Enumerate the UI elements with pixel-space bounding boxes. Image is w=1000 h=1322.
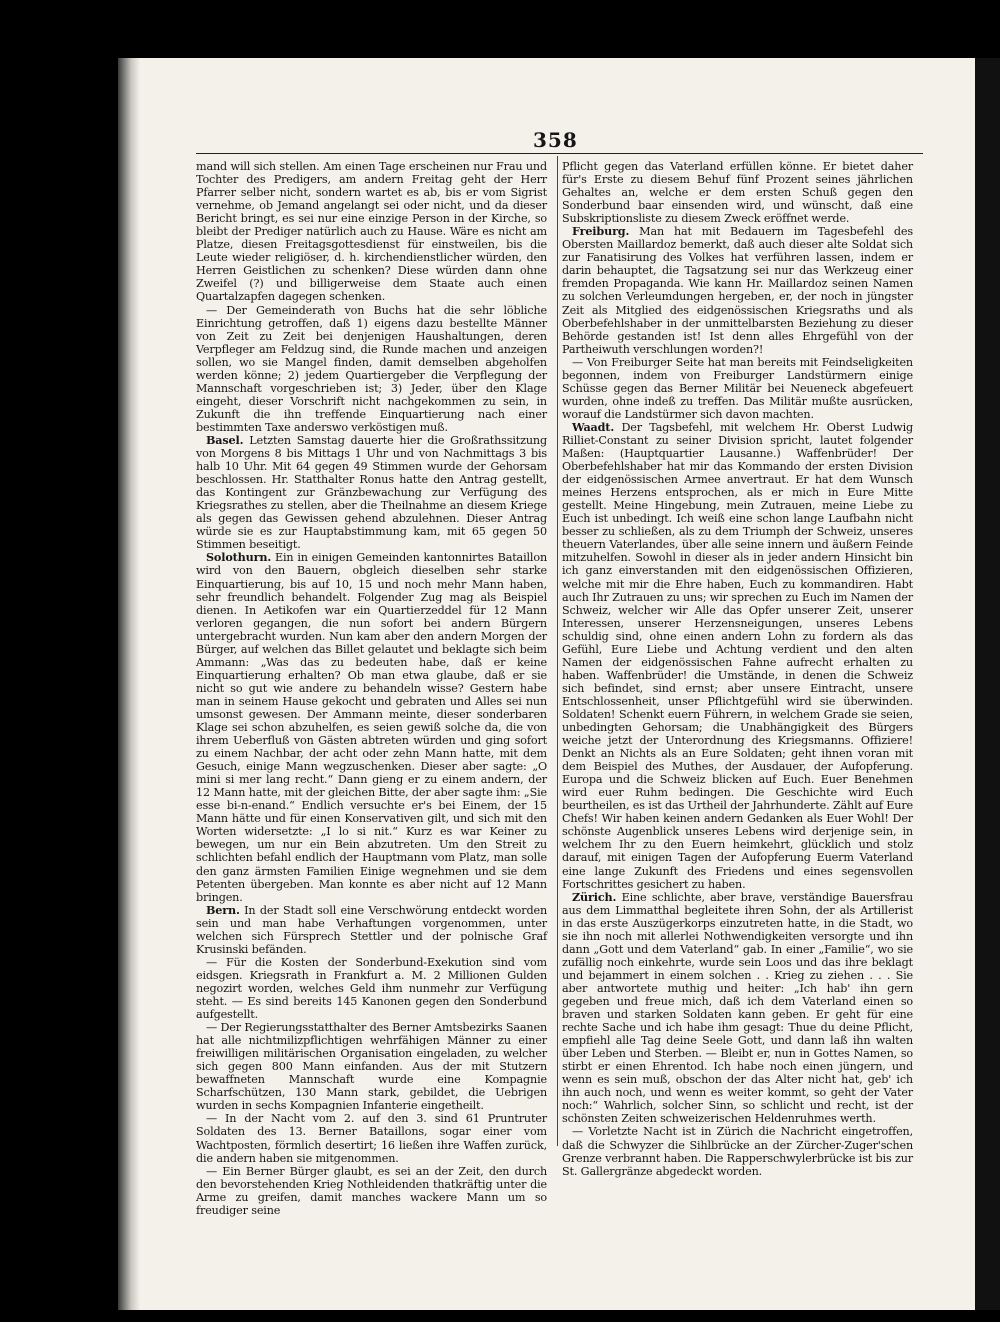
dateline: Waadt.: [572, 419, 615, 434]
dateline: Bern.: [206, 902, 240, 917]
right-column: [562, 160, 913, 1178]
article-paragraph: — Der Gemeinderath von Buchs hat die sehr löbliche Einrichtung getroffen, daß 1) eigens dazu bestellte Männer von Zeit zu Zeit bei denjenigen Haushaltungen, deren Verpfleger am Feldzug sind, die Runde machen und anzeigen sollen, wo sie Mangel finden, damit demselben abgeholfen werden könne; 2) jedem Quartiergeber die Verpflegung der Mannschaft vorgeschrieben ist; 3) Jeder, über den Klage eingeht, dieser Vorschrift nicht nachgekommen zu sein, in Zukunft die ihn treffende Einquartierung nach einer bestimmten Taxe anderswo verköstigen muß.: [196, 303, 547, 434]
article-paragraph: Pflicht gegen das Vaterland erfüllen könne. Er bietet daher für's Erste zu diesem Behuf fünf Prozent seines jährlichen Gehaltes an, welche er dem ersten Schuß gegen den Sonderbund baar einsenden wird, und wünscht, daß eine Subskriptionsliste zu diesem Zweck eröffnet werde.: [562, 160, 913, 226]
header-rule: [196, 153, 923, 154]
column-divider: [557, 156, 558, 1146]
page-gutter-shadow: [118, 58, 140, 1310]
article-paragraph: Freiburg. Man hat mit Bedauern im Tagesbefehl des Obersten Maillardoz bemerkt, daß auch dieser alte Soldat sich zur Fanatisirung des Volkes hat verführen lassen, indem er darin behauptet, die Tagsatzung sei nur das Werkzeug einer fremden Propaganda. Wie kann Hr. Maillardoz seinen Namen zu solchen Verleumdungen hergeben, er, der noch in jüngster Zeit als Mitglied des eidgenössischen Kriegsraths und als Oberbefehlshaber in der unmittelbarsten Beziehung zu dieser Behörde gestanden ist! Ist denn alles Ehrgefühl von der Partheiwuth verschlungen worden?!: [562, 224, 913, 356]
article-paragraph: — Ein Berner Bürger glaubt, es sei an der Zeit, den durch den bevorstehenden Krieg Nothleidenden thatkräftig unter die Arme zu greifen, damit manches wackere Mann um so freudiger seine: [196, 1164, 547, 1217]
dateline: Solothurn.: [206, 550, 272, 565]
left-column: [196, 160, 547, 1217]
article-paragraph: — In der Nacht vom 2. auf den 3. sind 61 Pruntruter Soldaten des 13. Berner Bataillons, sogar einer vom Wachtposten, förmlich desertirt; 16 ließen ihre Waffen zurück, die andern haben sie mitgenommen.: [196, 1112, 547, 1165]
article-paragraph: Zürich. Eine schlichte, aber brave, verständige Bauersfrau aus dem Limmatthal begleitete ihren Sohn, der als Artillerist in das erste Auszügerkorps einzutreten hatte, in die Stadt, wo sie ihn noch mit allerlei Nothwendigkeiten versorgte und ihn dann „Gott und dem Vaterland“ gab. In einer „Familie“, wo sie zufällig noch einkehrte, wurde sein Loos und das ihre beklagt und bejammert in einem solchen . . Krieg zu ziehen . . . Sie aber antwortete muthig und heiter: „Ich hab' ihn gern gegeben und freue mich, daß ich dem Vaterland einen so braven und starken Soldaten kann geben. Er geht für eine rechte Sache und ich habe ihm gesagt: Thue du deine Pflicht, empfiehl alle Tag deine Seele Gott, und dann laß ihn walten über Leben und Sterben. — Bleibt er, nun in Gottes Namen, so stirbt er einen Ehrentod. Ich habe noch einen jüngern, und wenn es sein muß, obschon der das Alter nicht hat, geb' ich ihn auch noch, und wenn es weiter kommt, so geht der Vater noch:“ Wahrlich, solcher Sinn, so schlicht und recht, ist der schönsten Zeiten schweizerischen Heldenruhmes werth.: [562, 889, 914, 1126]
article-paragraph: Bern. In der Stadt soll eine Verschwörung entdeckt worden sein und man habe Verhaftungen vorgenommen, unter welchen sich Fürsprech Stettler und der polnische Graf Krusinski befänden.: [196, 902, 547, 956]
article-paragraph: — Für die Kosten der Sonderbund-Exekution sind vom eidsgen. Kriegsrath in Frankfurt a. M. 2 Millionen Gulden negozirt worden, welches Geld ihm nunmehr zur Verfügung steht. — Es sind bereits 145 Kanonen gegen den Sonderbund aufgestellt.: [196, 955, 547, 1022]
page-number: 358: [533, 128, 578, 152]
dateline: Freiburg.: [572, 224, 630, 239]
article-paragraph: Basel. Letzten Samstag dauerte hier die Großrathssitzung von Morgens 8 bis Mittags 1 Uhr und von Nachmittags 3 bis halb 10 Uhr. Mit 64 gegen 49 Stimmen wurde der Gehorsam beschlossen. Hr. Statthalter Ronus hatte den Antrag gestellt, das Kontingent zur Gränzbewachung zur Verfügung des Kriegsrathes zu stellen, aber die Theilnahme an diesem Kriege als gegen das Gewissen gehend abzulehnen. Dieser Antrag würde sie es zur Hauptabstimmung kam, mit 65 gegen 50 Stimmen beseitigt.: [196, 432, 547, 552]
scan-border: [975, 58, 1000, 1310]
article-paragraph: — Vorletzte Nacht ist in Zürich die Nachricht eingetroffen, daß die Schwyzer die Sihlbrücke an der Zürcher-Zuger'schen Grenze verbrannt haben. Die Rapperschwylerbrücke ist bis zur St. Gallergränze abgedeckt worden.: [562, 1125, 913, 1178]
article-paragraph: — Der Regierungsstatthalter des Berner Amtsbezirks Saanen hat alle nichtmilizpflichtigen wehrfähigen Männer zu einer freiwilligen militärischen Organisation eingeladen, zu welcher sich gegen 800 Mann einfanden. Aus der mit Stutzern bewaffneten Mannschaft wurde eine Kompagnie Scharfschützen, 130 Mann stark, gebildet, die Uebrigen wurden in sechs Kompagnien Infanterie eingetheilt.: [196, 1021, 547, 1113]
dateline: Basel.: [206, 432, 244, 447]
article-paragraph: mand will sich stellen. Am einen Tage erscheinen nur Frau und Tochter des Predigers, am andern Freitag geht der Herr Pfarrer selber nicht, sondern wartet es ab, bis er vom Sigrist vernehme, ob Jemand angelangt sei oder nicht, und da dieser Bericht bringt, es sei nur eine einzige Person in der Kirche, so bleibt der Prediger natürlich auch zu Hause. Wäre es nicht am Platze, diesen Freitagsgottesdienst für einstweilen, bis die Leute wieder religiöser, d. h. kirchendienstlicher würden, den Herren Geistlichen zu schenken? Diese würden dann ohne Zweifel (?) und billigerweise dem Staate auch einen Quartalzapfen dagegen schenken.: [196, 160, 547, 304]
article-paragraph: Waadt. Der Tagsbefehl, mit welchem Hr. Oberst Ludwig Rilliet-Constant zu seiner Division spricht, lautet folgender Maßen: (Hauptquartier Lausanne.) Waffenbrüder! Der Oberbefehlshaber hat mir das Kommando der ersten Division der eidgenössischen Armee anvertraut. Er hat dem Wunsch meines Herzens entsprochen, als er mich in Eure Mitte gestellt. Meine Hingebung, mein Zutrauen, meine Liebe zu Euch ist unbedingt. Ich weiß eine schon lange Laufbahn nicht besser zu schließen, als zu dem Triumph der Schweiz, unseres theuern Vaterlandes, über alle seine innern und äußern Feinde mitzuhelfen. Sowohl in dieser als in jeder andern Hinsicht bin ich ganz einverstanden mit den eidgenössischen Offizieren, welche mit mir die Ehre haben, Euch zu kommandiren. Habt auch Ihr Zutrauen zu uns; wir sprechen zu Euch im Namen der Schweiz, welcher wir Alle das Opfer unserer Zeit, unserer Interessen, unserer Herzensneigungen, unseres Lebens schuldig sind, ohne einen andern Lohn zu fordern als das Gefühl, Eure Liebe und Achtung verdient und den alten Namen der eidgenössischen Fahne aufrecht erhalten zu haben. Waffenbrüder! die Umstände, in denen die Schweiz sich befindet, sind ernst; aber unsere Eintracht, unsere Entschlossenheit, unser Pflichtgefühl wird sie überwinden. Soldaten! Schenkt euern Führern, in welchem Grade sie seien, unbedingten Gehorsam; die Unabhängigkeit des Bürgers weiche jetzt der Unterordnung des Kriegsmanns. Offiziere! Denkt an Nichts als an Eure Soldaten; geht ihnen voran mit dem Beispiel des Muthes, der Ausdauer, der Aufopferung. Europa und die Schweiz blicken auf Euch. Euer Benehmen wird euer Ruhm bedingen. Die Geschichte wird Euch beurtheilen, es ist das Urtheil der Jahrhunderte. Zählt auf Eure Chefs! Wir haben keinen andern Gedanken als Euer Wohl! Der schönste Augenblick unseres Lebens wird derjenige sein, in welchem Ihr zu den Euern heimkehrt, glücklich und stolz darauf, mit einigen Tagen der Aufopferung Euerm Vaterland eine lange Zukunft des Friedens und eines segensvollen Fortschrittes gesichert zu haben.: [562, 419, 914, 891]
dateline: Zürich.: [572, 889, 617, 904]
article-paragraph: Solothurn. Ein in einigen Gemeinden kantonnirtes Bataillon wird von den Bauern, obgleich dieselben sehr starke Einquartierung, bis auf 10, 15 und noch mehr Mann haben, sehr freundlich behandelt. Folgender Zug mag als Beispiel dienen. In Aetikofen war ein Quartierzeddel für 12 Mann verloren gegangen, die nun sofort bei andern Bürgern untergebracht wurden. Nun kam aber den andern Morgen der Bürger, auf welchen das Billet gelautet und beklagte sich beim Ammann: „Was das zu bedeuten habe, daß er keine Einquartierung erhalten? Ob man etwa glaube, daß er sie nicht so gut wie andere zu behandeln wisse? Gestern habe man in seinem Hause gekocht und gebraten und Alles sei nun umsonst gewesen. Der Ammann meinte, dieser sonderbaren Klage sei schon abzuhelfen, es seien gewiß solche da, die von ihrem Ueberfluß von Gästen abtreten würden und ging sofort zu einem Nachbar, der acht oder zehn Mann hatte, mit dem Gesuch, einige Mann wegzuschenken. Dieser aber sagte: „O mini si mer lang recht.“ Dann gieng er zu einem andern, der 12 Mann hatte, mit der gleichen Bitte, der aber sagte ihm: „Sie esse bi-n-enand.“ Endlich versuchte er's bei Einem, der 15 Mann hätte und für einen Konservativen gilt, und sich mit den Worten widersetzte: „I lo si nit.“ Kurz es war Keiner zu bewegen, um nur ein Bein abzutreten. Um den Streit zu schlichten befahl endlich der Hauptmann vom Platz, man solle den ganz ärmsten Familien Einige wegnehmen und sie dem Petenten übergeben. Man konnte es aber nicht auf 12 Mann bringen.: [196, 550, 548, 904]
article-paragraph: — Von Freiburger Seite hat man bereits mit Feindseligkeiten begonnen, indem von Freiburger Landstürmern einige Schüsse gegen das Berner Militär bei Neueneck abgefeuert wurden, ohne indeß zu treffen. Das Militär mußte ausrücken, worauf die Landstürmer sich davon machten.: [562, 355, 913, 421]
